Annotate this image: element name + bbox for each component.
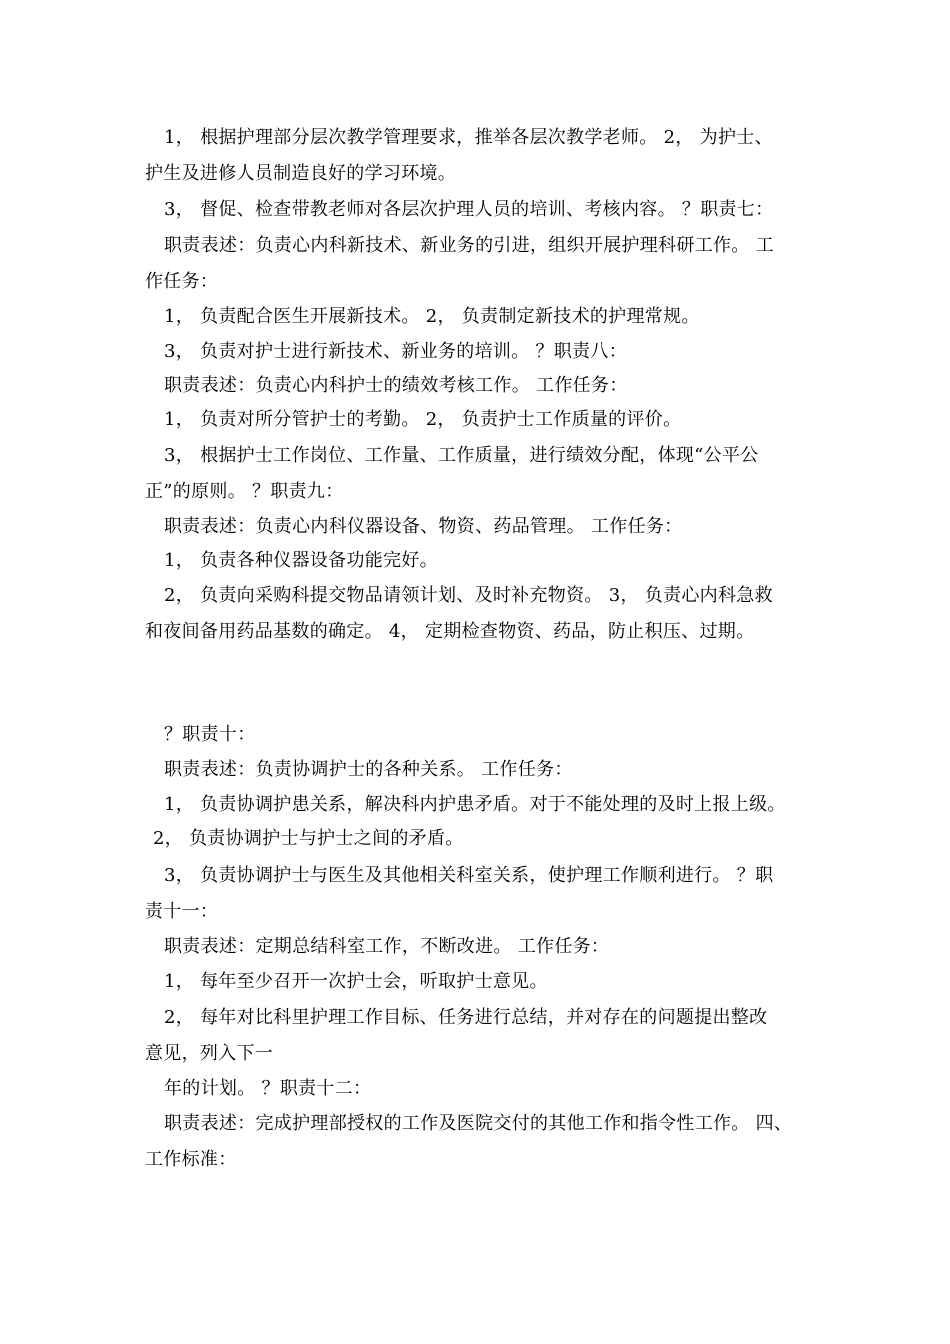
text-line: 职责表述：完成护理部授权的工作及医院交付的其他工作和指令性工作。 四、 (164, 1113, 793, 1134)
text-line: 和夜间备用药品基数的确定。 4， 定期检查物资、药品，防止积压、过期。 (145, 621, 755, 642)
text-line: 1， 每年至少召开一次护士会，听取护士意见。 (164, 971, 548, 992)
text-line: 工作标准： (145, 1149, 237, 1170)
text-line: 1， 负责配合医生开展新技术。 2， 负责制定新技术的护理常规。 (164, 306, 700, 327)
text-line: 1， 负责各种仪器设备功能完好。 (164, 550, 438, 571)
text-line: 职责表述：负责心内科仪器设备、物资、药品管理。 工作任务： (164, 516, 683, 537)
text-line: ？职责十： (164, 724, 256, 745)
text-line: 3， 根据护士工作岗位、工作量、工作质量，进行绩效分配，体现“公平公 (164, 445, 759, 466)
text-line: 1， 负责对所分管护士的考勤。 2， 负责护士工作质量的评价。 (164, 409, 682, 430)
text-line: 意见，列入下一 (145, 1043, 274, 1064)
text-line: 职责表述：定期总结科室工作，不断改进。 工作任务： (164, 936, 610, 957)
text-line: 正”的原则。 ？职责九： (145, 481, 344, 502)
text-line: 1， 根据护理部分层次教学管理要求，推举各层次教学老师。 2， 为护士、 (164, 127, 773, 148)
text-line: 职责表述：负责协调护士的各种关系。 工作任务： (164, 759, 573, 780)
text-line: 2， 负责向采购科提交物品请领计划、及时补充物资。 3， 负责心内科急救 (164, 585, 773, 606)
text-line: 职责表述：负责心内科护士的绩效考核工作。 工作任务： (164, 375, 628, 396)
text-line: 责十一： (145, 901, 219, 922)
text-line: 3， 负责对护士进行新技术、新业务的培训。 ？职责八： (164, 341, 627, 362)
text-line: 年的计划。 ？职责十二： (164, 1078, 372, 1099)
text-line: 职责表述：负责心内科新技术、新业务的引进，组织开展护理科研工作。 工 (164, 235, 774, 256)
text-line: 护生及进修人员制造良好的学习环境。 (145, 163, 457, 184)
text-line: 3， 督促、检查带教老师对各层次护理人员的培训、考核内容。 ？职责七： (164, 199, 774, 220)
text-line: 2， 每年对比科里护理工作目标、任务进行总结，并对存在的问题提出整改 (164, 1007, 768, 1028)
text-line: 3， 负责协调护士与医生及其他相关科室关系，使护理工作顺利进行。 ？职 (164, 865, 774, 886)
text-line: 作任务： (145, 271, 219, 292)
text-line: 2， 负责协调护士与护士之间的矛盾。 (153, 828, 464, 849)
text-line: 1， 负责协调护患关系，解决科内护患矛盾。对于不能处理的及时上报上级。 (164, 794, 786, 815)
